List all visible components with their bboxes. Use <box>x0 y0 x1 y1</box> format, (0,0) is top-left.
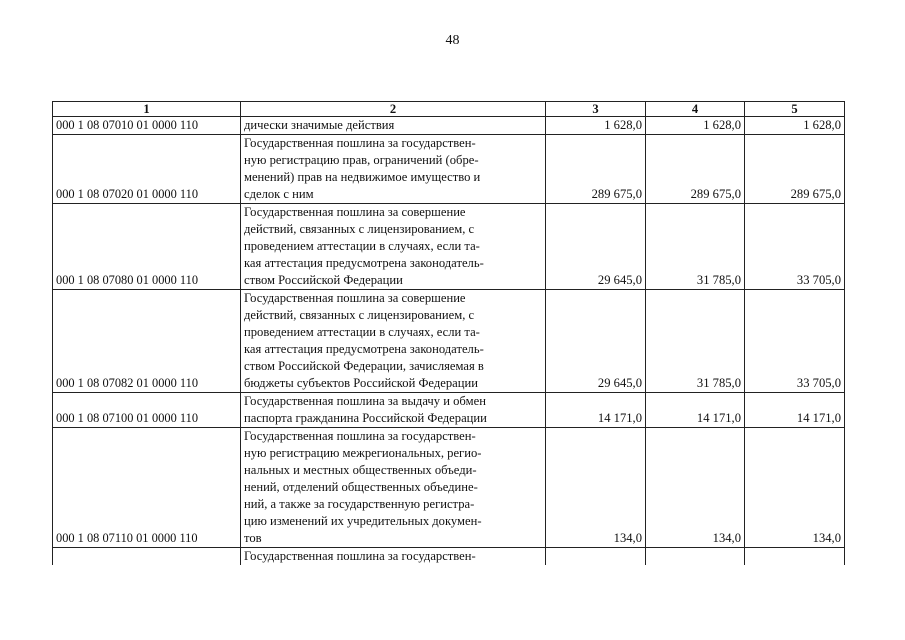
revenue-name-cell <box>241 135 546 204</box>
revenue-name-line: нений, отделений общественных объедине- <box>244 480 478 494</box>
revenue-name-cell <box>241 548 546 566</box>
value-col-4-cell: 31 785,0 <box>646 290 745 393</box>
value-col-3-cell: 29 645,0 <box>546 290 646 393</box>
budget-code-cell: 000 1 08 07020 01 0000 110 <box>53 135 241 204</box>
revenue-name-line: Государственная пошлина за совершение <box>244 205 466 219</box>
revenue-name-line: действий, связанных с лицензированием, с <box>244 308 475 322</box>
page-number: 48 <box>445 33 460 48</box>
budget-code-cell: 000 1 08 07080 01 0000 110 <box>53 204 241 290</box>
value-col-4-cell: 134,0 <box>646 428 745 548</box>
value-col-5-cell: 14 171,0 <box>745 393 845 428</box>
revenue-name-line: бюджеты субъектов Российской Федерации <box>244 376 478 390</box>
value-col-3-cell: 134,0 <box>546 428 646 548</box>
revenue-name-line: дически значимые действия <box>244 118 395 132</box>
header-col-5: 5 <box>745 102 845 117</box>
revenue-name-line: ством Российской Федерации <box>244 273 403 287</box>
revenue-name-line: ний, а также за государственную регистра- <box>244 497 475 511</box>
revenue-name-cell <box>241 117 546 135</box>
value-col-3-cell: 1 628,0 <box>546 117 646 135</box>
budget-code-cell: 000 1 08 07010 01 0000 110 <box>53 117 241 135</box>
revenue-name-line: паспорта гражданина Российской Федерации <box>244 411 487 425</box>
revenue-name-cell <box>241 393 546 428</box>
value-col-3-cell: 14 171,0 <box>546 393 646 428</box>
value-col-5-cell: 289 675,0 <box>745 135 845 204</box>
value-col-4-cell <box>646 548 745 566</box>
value-col-4-cell: 289 675,0 <box>646 135 745 204</box>
budget-revenue-table <box>52 101 845 565</box>
revenue-name-cell <box>241 428 546 548</box>
revenue-name-line: Государственная пошлина за выдачу и обмен <box>244 394 486 408</box>
table-row <box>53 428 845 548</box>
revenue-name-line: проведением аттестации в случаях, если та- <box>244 239 480 253</box>
revenue-name-line: цию изменений их учредительных докумен- <box>244 514 482 528</box>
header-col-2: 2 <box>241 102 546 117</box>
budget-code-cell: 000 1 08 07100 01 0000 110 <box>53 393 241 428</box>
value-col-3-cell: 29 645,0 <box>546 204 646 290</box>
revenue-name-cell <box>241 204 546 290</box>
header-row <box>53 102 845 117</box>
revenue-name-line: ную регистрацию межрегиональных, регио- <box>244 446 482 460</box>
table-row <box>53 393 845 428</box>
revenue-name-line: сделок с ним <box>244 187 314 201</box>
revenue-name-line: Государственная пошлина за государствен- <box>244 429 476 443</box>
revenue-name-line: Государственная пошлина за государствен- <box>244 549 476 563</box>
value-col-5-cell: 134,0 <box>745 428 845 548</box>
budget-code-cell: 000 1 08 07110 01 0000 110 <box>53 428 241 548</box>
table-row <box>53 290 845 393</box>
revenue-name-line: кая аттестация предусмотрена законодатель- <box>244 342 484 356</box>
revenue-name-line: действий, связанных с лицензированием, с <box>244 222 475 236</box>
revenue-name-line: нальных и местных общественных объеди- <box>244 463 477 477</box>
table-row <box>53 548 845 566</box>
table-row <box>53 117 845 135</box>
header-col-1: 1 <box>53 102 241 117</box>
value-col-3-cell: 289 675,0 <box>546 135 646 204</box>
table-row <box>53 204 845 290</box>
revenue-name-line: тов <box>244 531 262 545</box>
revenue-name-line: ную регистрацию прав, ограничений (обре- <box>244 153 479 167</box>
value-col-3-cell <box>546 548 646 566</box>
revenue-name-line: менений) прав на недвижимое имущество и <box>244 170 481 184</box>
value-col-5-cell: 33 705,0 <box>745 290 845 393</box>
value-col-4-cell: 31 785,0 <box>646 204 745 290</box>
revenue-name-line: ством Российской Федерации, зачисляемая в <box>244 359 484 373</box>
value-col-4-cell: 1 628,0 <box>646 117 745 135</box>
value-col-5-cell: 33 705,0 <box>745 204 845 290</box>
value-col-5-cell: 1 628,0 <box>745 117 845 135</box>
budget-code-cell <box>53 548 241 566</box>
value-col-4-cell: 14 171,0 <box>646 393 745 428</box>
revenue-name-line: кая аттестация предусмотрена законодатель- <box>244 256 484 270</box>
table-row <box>53 135 845 204</box>
value-col-5-cell <box>745 548 845 566</box>
header-col-4: 4 <box>646 102 745 117</box>
budget-code-cell: 000 1 08 07082 01 0000 110 <box>53 290 241 393</box>
revenue-name-cell <box>241 290 546 393</box>
revenue-name-line: проведением аттестации в случаях, если та- <box>244 325 480 339</box>
revenue-name-line: Государственная пошлина за совершение <box>244 291 466 305</box>
revenue-name-line: Государственная пошлина за государствен- <box>244 136 476 150</box>
header-col-3: 3 <box>546 102 646 117</box>
